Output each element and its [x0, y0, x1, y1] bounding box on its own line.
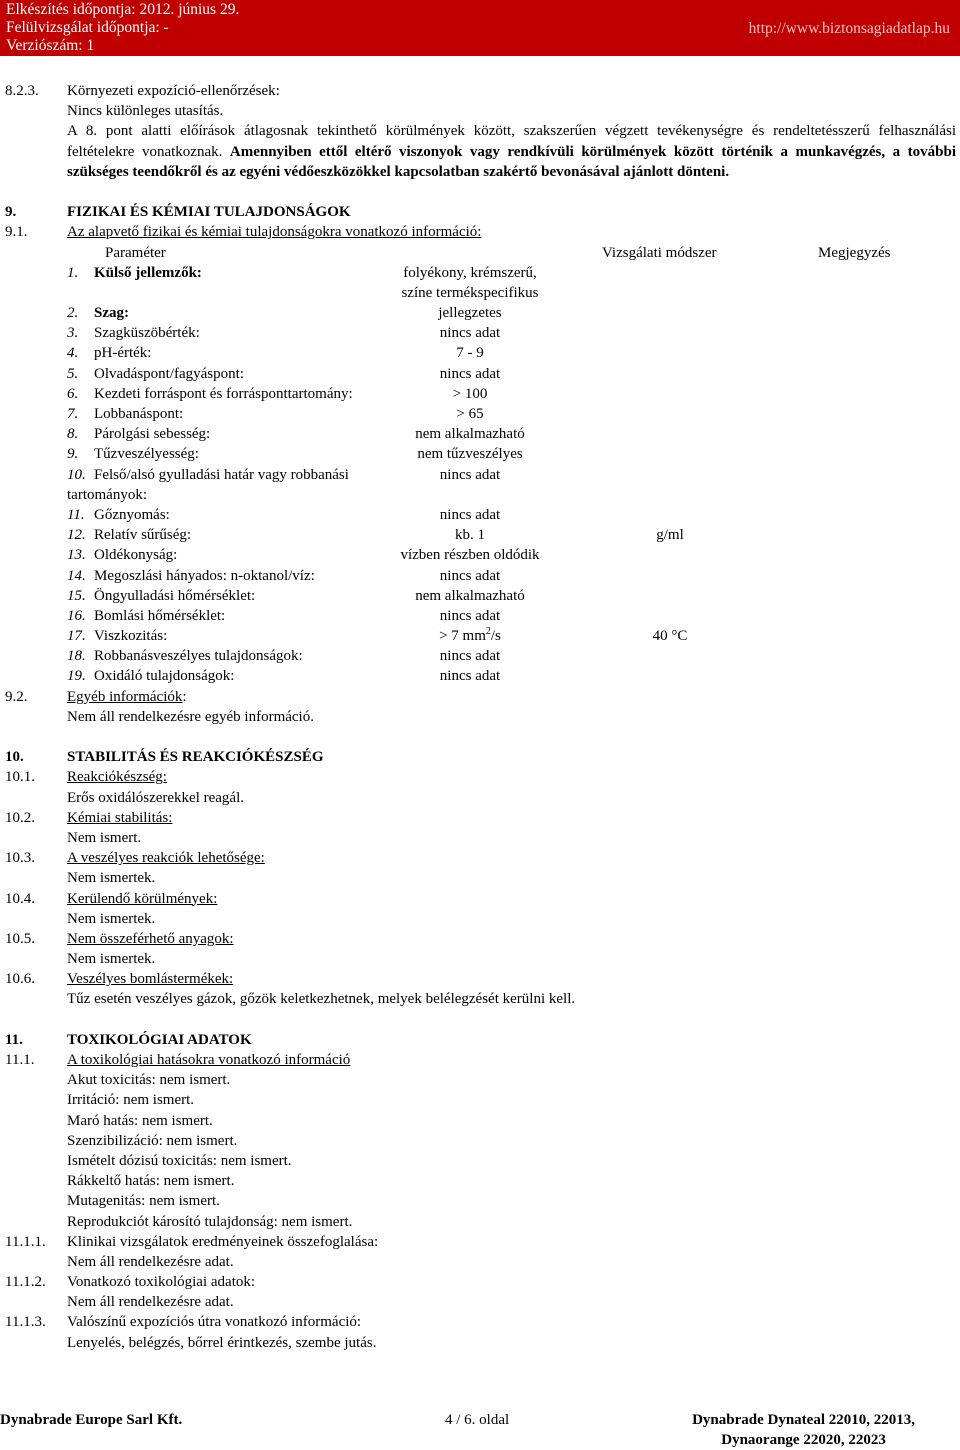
row-label: Oldékonyság: — [94, 547, 178, 564]
row-number: 4. — [67, 345, 79, 362]
row-value: 7 - 9 — [456, 345, 484, 362]
section-number: 10. — [5, 749, 24, 766]
row-label: Párolgási sebesség: — [94, 426, 211, 443]
row-number: 18. — [67, 648, 86, 665]
row-label: Relatív sűrűség: — [94, 527, 192, 544]
document-header — [0, 0, 960, 56]
subsection-number: 10.2. — [5, 809, 35, 826]
subsection-heading — [0, 848, 960, 868]
subsection-heading — [0, 1272, 960, 1292]
section-9-heading — [0, 202, 960, 222]
column-header-note: Megjegyzés — [818, 244, 891, 261]
spacer — [0, 182, 960, 202]
subsection-text — [0, 1292, 960, 1312]
list-item — [0, 1070, 960, 1090]
row-unit: 40 °C — [652, 628, 688, 645]
subsection-text — [0, 909, 960, 929]
section-8-2-3-line — [0, 101, 960, 121]
subsection-body: Nem áll rendelkezésre adat. — [67, 1253, 234, 1270]
table-row — [0, 283, 960, 303]
list-item — [0, 1151, 960, 1171]
toxicology-line: Irritáció: nem ismert. — [67, 1092, 195, 1109]
row-label: Tűzveszélyesség: — [94, 446, 199, 463]
table-row — [0, 343, 960, 363]
title-colon: : — [182, 688, 187, 705]
table-row — [0, 424, 960, 444]
row-value: > 100 — [452, 385, 488, 402]
row-unit: g/ml — [656, 527, 684, 544]
table-row — [0, 364, 960, 384]
row-number: 2. — [67, 305, 79, 322]
subsection-body: Nem ismert. — [67, 829, 142, 846]
document-body — [0, 81, 960, 1353]
row-value: színe termékspecifikus — [401, 284, 539, 301]
row-label: Külső jellemzők: — [94, 264, 202, 281]
table-row — [0, 566, 960, 586]
table-row — [0, 525, 960, 545]
subsection-text — [0, 1333, 960, 1353]
row-number: 12. — [67, 527, 86, 544]
row-number: 7. — [67, 406, 79, 423]
footer-page-number: 4 / 6. oldal — [445, 1412, 510, 1428]
list-item — [0, 1090, 960, 1110]
row-label: Megoszlási hányados: n-oktanol/víz: — [94, 567, 315, 584]
table-row — [0, 545, 960, 565]
row-label: Olvadáspont/fagyáspont: — [94, 365, 244, 382]
section-9-2-heading — [0, 687, 960, 707]
row-number: 16. — [67, 607, 86, 624]
row-number: 17. — [67, 628, 86, 645]
row-value: nincs adat — [439, 365, 501, 382]
subsection-text — [0, 1252, 960, 1272]
row-label: pH-érték: — [94, 345, 152, 362]
subsection-body: Tűz esetén veszélyes gázok, gőzök keletkezhetnek, melyek belélegzését kerülni kell. — [67, 991, 576, 1008]
review-date: Felülvizsgálat időpontja: - — [6, 19, 169, 36]
row-number: 5. — [67, 365, 79, 382]
subsection-number: 11.1.3. — [5, 1314, 46, 1331]
footer-product — [692, 1410, 915, 1450]
subsection-body: Nem ismertek. — [67, 951, 156, 968]
subsection-text — [0, 868, 960, 888]
section-number: 11.1. — [5, 1052, 35, 1069]
row-label: Felső/alsó gyulladási határ vagy robbanási — [94, 466, 349, 483]
row-label: Gőznyomás: — [94, 506, 170, 523]
section-8-2-3-paragraph — [67, 121, 956, 182]
section-text: Nem áll rendelkezésre egyéb információ. — [67, 708, 314, 725]
row-number: 19. — [67, 668, 86, 685]
subsection-heading — [0, 889, 960, 909]
row-value: nincs adat — [439, 668, 501, 685]
document-footer — [0, 1408, 960, 1447]
section-title: FIZIKAI ÉS KÉMIAI TULAJDONSÁGOK — [67, 204, 351, 221]
row-number: 13. — [67, 547, 86, 564]
list-item — [0, 1171, 960, 1191]
row-label: Oxidáló tulajdonságok: — [94, 668, 235, 685]
subsection-title: Kémiai stabilitás: — [67, 809, 173, 826]
subsection-body: Nem áll rendelkezésre adat. — [67, 1294, 234, 1311]
spacer — [0, 1010, 960, 1030]
row-label: Robbanásveszélyes tulajdonságok: — [94, 648, 303, 665]
subsection-title: Valószínű expozíciós útra vonatkozó információ: — [67, 1314, 362, 1331]
subsection-title: Klinikai vizsgálatok eredményeinek összefoglalása: — [67, 1233, 379, 1250]
version-number: Verziószám: 1 — [6, 37, 95, 54]
table-row — [0, 666, 960, 686]
subsection-heading — [0, 1232, 960, 1252]
properties-table-header — [0, 243, 960, 263]
section-10-heading — [0, 747, 960, 767]
table-row — [0, 263, 960, 283]
subsection-text — [0, 949, 960, 969]
subsection-title: Vonatkozó toxikológiai adatok: — [67, 1274, 256, 1291]
row-number: 9. — [67, 446, 79, 463]
list-item — [0, 1191, 960, 1211]
table-row — [0, 586, 960, 606]
subsection-heading — [0, 808, 960, 828]
row-label: Szagküszöbérték: — [94, 325, 200, 342]
table-row — [0, 384, 960, 404]
table-row — [0, 444, 960, 464]
row-value: nem alkalmazható — [415, 426, 525, 443]
section-title-wrap — [67, 687, 187, 707]
row-value — [355, 626, 585, 646]
list-item — [0, 1131, 960, 1151]
row-number: 6. — [67, 385, 79, 402]
row-label-continued: tartományok: — [67, 486, 147, 503]
row-label: Kezdeti forráspont és forrásponttartomány: — [94, 385, 353, 402]
subsection-body: Lenyelés, belégzés, bőrrel érintkezés, szembe jutás. — [67, 1334, 377, 1351]
subsection-heading — [0, 1312, 960, 1332]
table-row — [0, 485, 960, 505]
viscosity-exponent: 2 — [485, 626, 491, 638]
header-url-link[interactable]: http://www.biztonsagiadatlap.hu — [748, 20, 950, 37]
subsection-body: Nem ismertek. — [67, 870, 156, 887]
subsection-heading — [0, 969, 960, 989]
row-value: nincs adat — [439, 567, 501, 584]
section-title: Az alapvető fizikai és kémiai tulajdonságokra vonatkozó információ: — [67, 224, 482, 241]
subsection-number: 10.3. — [5, 850, 35, 867]
row-value: folyékony, krémszerű, — [403, 264, 537, 281]
table-row — [0, 323, 960, 343]
subsection-number: 11.1.1. — [5, 1233, 46, 1250]
table-row — [0, 646, 960, 666]
row-value: nincs adat — [439, 607, 501, 624]
subsection-text — [0, 989, 960, 1009]
toxicology-line: Mutagenitás: nem ismert. — [67, 1193, 220, 1210]
section-number: 8.2.3. — [5, 83, 39, 99]
row-number: 10. — [67, 466, 86, 483]
row-number: 14. — [67, 567, 86, 584]
column-header-parameter: Paraméter — [105, 244, 166, 261]
table-row — [0, 626, 960, 646]
table-row — [0, 505, 960, 525]
table-row — [0, 404, 960, 424]
subsection-heading — [0, 929, 960, 949]
section-8-2-3-heading — [0, 81, 960, 101]
section-11-heading — [0, 1030, 960, 1050]
paragraph-bold-text: Amennyiben ettől eltérő viszonyok vagy rendkívüli körülmények között történik a munkavégzés, a további szükséges teendőkről és az egyéni védőeszközökkel kapcsolatban szakértő bevonásával ajánlott dönteni. — [67, 143, 956, 180]
toxicology-line: Akut toxicitás: nem ismert. — [67, 1072, 231, 1089]
subsection-number: 11.1.2. — [5, 1274, 46, 1291]
section-9-2-text — [0, 707, 960, 727]
subsection-body: Nem ismertek. — [67, 910, 156, 927]
section-number: 11. — [5, 1031, 23, 1048]
footer-product-line2: Dynaorange 22020, 22023 — [721, 1432, 886, 1448]
table-row — [0, 465, 960, 485]
row-value: nincs adat — [439, 466, 501, 483]
column-header-method: Vizsgálati módszer — [602, 244, 717, 261]
subsection-title: Nem összeférhető anyagok: — [67, 930, 234, 947]
section-11-1-heading — [0, 1050, 960, 1070]
row-number: 11. — [67, 506, 85, 523]
section-text: Nincs különleges utasítás. — [67, 103, 224, 120]
row-value: kb. 1 — [455, 527, 485, 544]
subsection-text — [0, 788, 960, 808]
row-label: Szag: — [94, 305, 129, 322]
table-row — [0, 606, 960, 626]
subsection-title: Veszélyes bomlástermékek: — [67, 971, 234, 988]
row-label: Öngyulladási hőmérséklet: — [94, 587, 256, 604]
row-number: 1. — [67, 264, 79, 281]
row-value: nincs adat — [439, 506, 501, 523]
section-9-1-heading — [0, 222, 960, 242]
creation-date: Elkészítés időpontja: 2012. június 29. — [6, 1, 240, 18]
row-number: 15. — [67, 587, 86, 604]
row-value: nincs adat — [439, 325, 501, 342]
section-number: 9.1. — [5, 224, 28, 241]
row-value: vízben részben oldódik — [400, 547, 540, 564]
section-title: Környezeti expozíció-ellenőrzések: — [67, 83, 280, 99]
toxicology-line: Maró hatás: nem ismert. — [67, 1112, 213, 1129]
row-number: 8. — [67, 426, 79, 443]
footer-company: Dynabrade Europe Sarl Kft. — [0, 1412, 183, 1428]
toxicology-line: Rákkeltő hatás: nem ismert. — [67, 1173, 235, 1190]
row-label: Viszkozitás: — [94, 628, 168, 645]
subsection-title: Kerülendő körülmények: — [67, 890, 218, 907]
toxicology-line: Ismételt dózisú toxicitás: nem ismert. — [67, 1152, 292, 1169]
subsection-title: Reakciókészség: — [67, 769, 167, 786]
subsection-number: 10.1. — [5, 769, 35, 786]
row-value: nem alkalmazható — [415, 587, 525, 604]
list-item — [0, 1212, 960, 1232]
spacer — [0, 727, 960, 747]
properties-table — [0, 263, 960, 687]
row-value: > 65 — [456, 406, 484, 423]
section-title: Egyéb információk — [67, 688, 183, 705]
row-value: nem tűzveszélyes — [417, 446, 523, 463]
paragraph-normal-text: A 8. pont alatti előírások átlagosnak tekinthető körülmények között, szakszerűen végzett tevékenységre és rendeltetésszerű felhasználási feltételekre vonatkoznak. — [67, 123, 956, 160]
subsection-number: 10.6. — [5, 971, 35, 988]
toxicology-line: Szenzibilizáció: nem ismert. — [67, 1132, 238, 1149]
section-title: A toxikológiai hatásokra vonatkozó információ — [67, 1052, 351, 1069]
viscosity-unit-tail: /s — [490, 628, 501, 645]
section-number: 9. — [5, 204, 17, 221]
row-value: nincs adat — [439, 648, 501, 665]
viscosity-value: > 7 mm — [439, 628, 486, 645]
row-value: jellegzetes — [438, 305, 502, 322]
subsection-number: 10.5. — [5, 930, 35, 947]
subsection-text — [0, 828, 960, 848]
section-title: STABILITÁS ÉS REAKCIÓKÉSZSÉG — [67, 749, 324, 766]
footer-product-line1: Dynabrade Dynateal 22010, 22013, — [692, 1412, 915, 1428]
row-number: 3. — [67, 325, 79, 342]
list-item — [0, 1111, 960, 1131]
subsection-body: Erős oxidálószerekkel reagál. — [67, 789, 245, 806]
table-row — [0, 303, 960, 323]
section-title: TOXIKOLÓGIAI ADATOK — [67, 1031, 252, 1048]
toxicology-line: Reprodukciót károsító tulajdonság: nem ismert. — [67, 1213, 353, 1230]
subsection-title: A veszélyes reakciók lehetősége: — [67, 850, 265, 867]
row-label: Lobbanáspont: — [94, 406, 184, 423]
section-number: 9.2. — [5, 688, 28, 705]
subsection-heading — [0, 767, 960, 787]
subsection-number: 10.4. — [5, 890, 35, 907]
row-label: Bomlási hőmérséklet: — [94, 607, 226, 624]
